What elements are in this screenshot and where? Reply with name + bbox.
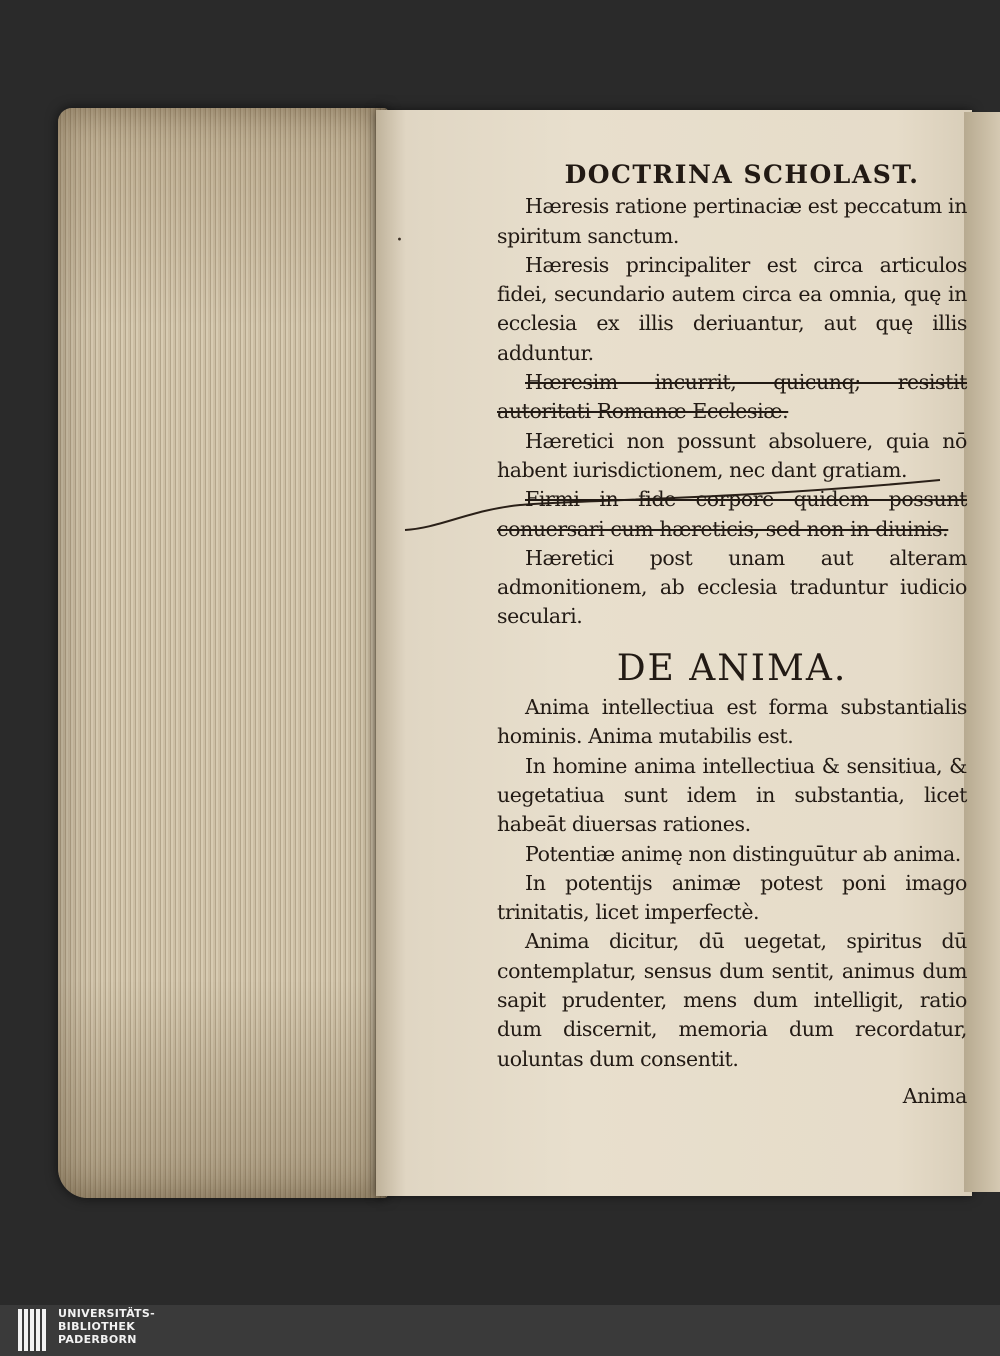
paragraph: Hæretici post unam aut alteram admonitionem, ab ecclesia traduntur iudicio seculari. xyxy=(497,545,967,629)
paragraph-struck: Hæresim incurrit, quicunq; resistit autoritati Romanæ Ecclesiæ. xyxy=(497,370,967,424)
section-heading: DE ANIMA. xyxy=(616,647,848,689)
paragraph: Hæretici non possunt absoluere, quia nō habent iurisdictionem, nec dant gratiam. xyxy=(497,428,967,482)
paragraph-struck: Firmi in fide corpore quidem possunt conuersari cum hæreticis, sed non in diuinis. xyxy=(497,487,967,541)
library-name-line: BIBLIOTHEK xyxy=(58,1320,136,1333)
facing-page-edge xyxy=(964,112,1000,1192)
paragraph: In homine anima intellectiua & sensitiua, & uegetatiua sunt idem in substantia, licet habeāt diuersas rationes. xyxy=(497,753,967,837)
paragraph: In potentijs animæ potest poni imago trinitatis, licet imperfectè. xyxy=(497,870,967,925)
margin-mark: · xyxy=(396,228,403,253)
library-name-line: UNIVERSITÄTS- xyxy=(58,1307,155,1320)
page-text xyxy=(497,160,967,1111)
catchword: Anima xyxy=(902,1083,967,1108)
library-name-line: PADERBORN xyxy=(58,1333,137,1346)
library-logo-icon xyxy=(18,1309,46,1351)
library-name xyxy=(58,1307,155,1346)
running-head: DOCTRINA SCHOLAST. xyxy=(564,160,920,189)
paragraph: Anima intellectiua est forma substantialis hominis. Anima mutabilis est. xyxy=(497,695,967,749)
paragraph: Hæresis ratione pertinaciæ est peccatum in spiritum sanctum. xyxy=(497,194,967,248)
book-page-edges xyxy=(58,108,388,1198)
paragraph: Anima dicitur, dū uegetat, spiritus dū contemplatur, sensus dum sentit, animus dum sapit prudenter, mens dum intelligit, ratio dum discernit, memoria dum recordatur, uoluntas dum consentit. xyxy=(497,929,967,1071)
paragraph: Hæresis principaliter est circa articulos fidei, secundario autem circa ea omnia, quę in ecclesia ex illis deriuantur, aut quę illis adduntur. xyxy=(497,252,967,365)
paragraph: Potentiæ animę non distinguūtur ab anima. xyxy=(525,841,961,866)
